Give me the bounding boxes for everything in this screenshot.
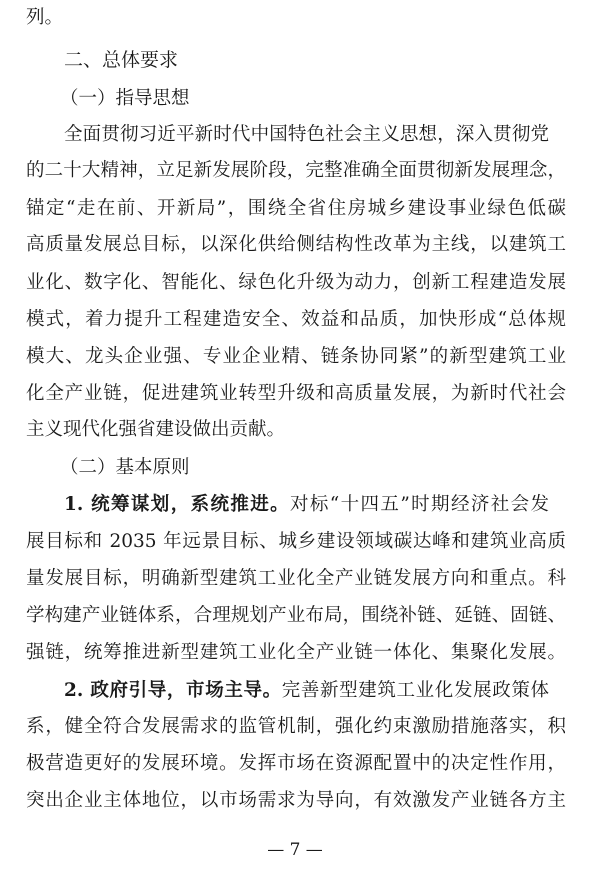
paragraph-line: 突出企业主体地位，以市场需求为导向，有效激发产业链各方主 <box>26 790 566 811</box>
paragraph-line: 模式，着力提升工程建造安全、效益和品质，加快形成“总体规 <box>26 309 566 330</box>
paragraph-line: 主义现代化强省建设做出贡献。 <box>26 419 286 440</box>
paragraph-line: 量发展目标，明确新型建筑工业化全产业链发展方向和重点。科 <box>26 568 566 589</box>
paragraph-line: 模大、龙头企业强、专业企业精、链条协同紧”的新型建筑工业 <box>26 346 566 367</box>
paragraph-line: 全面贯彻习近平新时代中国特色社会主义思想，深入贯彻党 <box>64 124 549 145</box>
paragraph-line: 业化、数字化、智能化、绿色化升级为动力，创新工程建造发展 <box>26 272 566 293</box>
paragraph-line: 极营造更好的发展环境。发挥市场在资源配置中的决定性作用， <box>26 753 566 774</box>
section-heading: 二、总体要求 <box>64 49 179 71</box>
text-line: 列。 <box>26 7 64 28</box>
paragraph-line: 系，健全符合发展需求的监管机制，强化约束激励措施落实，积 <box>26 716 566 737</box>
paragraph-line: 展目标和 2035 年远景目标、城乡建设领域碳达峰和建筑业高质 <box>26 531 566 552</box>
paragraph-line: 强链，统筹推进新型建筑工业化全产业链一体化、集聚化发展。 <box>26 642 566 663</box>
principle-2-first-line <box>64 681 549 701</box>
principle-2-lead: 完善新型建筑工业化发展政策体 <box>281 680 549 701</box>
subsection-heading: （一）指导思想 <box>60 88 190 109</box>
principle-1-first-line <box>64 495 549 515</box>
paragraph-line: 的二十大精神，立足新发展阶段，完整准确全面贯彻新发展理念， <box>26 160 566 181</box>
principle-1-title: 1. 统筹谋划，系统推进。 <box>64 494 291 515</box>
principle-2-title: 2. 政府引导，市场主导。 <box>64 680 282 701</box>
paragraph-line: 锚定“走在前、开新局”，围绕全省住房城乡建设事业绿色低碳 <box>26 198 566 219</box>
paragraph-line: 学构建产业链体系，合理规划产业布局，围绕补链、延链、固链、 <box>26 605 566 626</box>
principle-1-lead: 对标“十四五”时期经济社会发 <box>290 494 549 515</box>
paragraph-line: 高质量发展总目标，以深化供给侧结构性改革为主线，以建筑工 <box>26 234 566 255</box>
paragraph-line: 化全产业链，促进建筑业转型升级和高质量发展，为新时代社会 <box>26 383 566 404</box>
page-number: — 7 — <box>267 840 323 860</box>
subsection-heading: （二）基本原则 <box>60 457 190 478</box>
